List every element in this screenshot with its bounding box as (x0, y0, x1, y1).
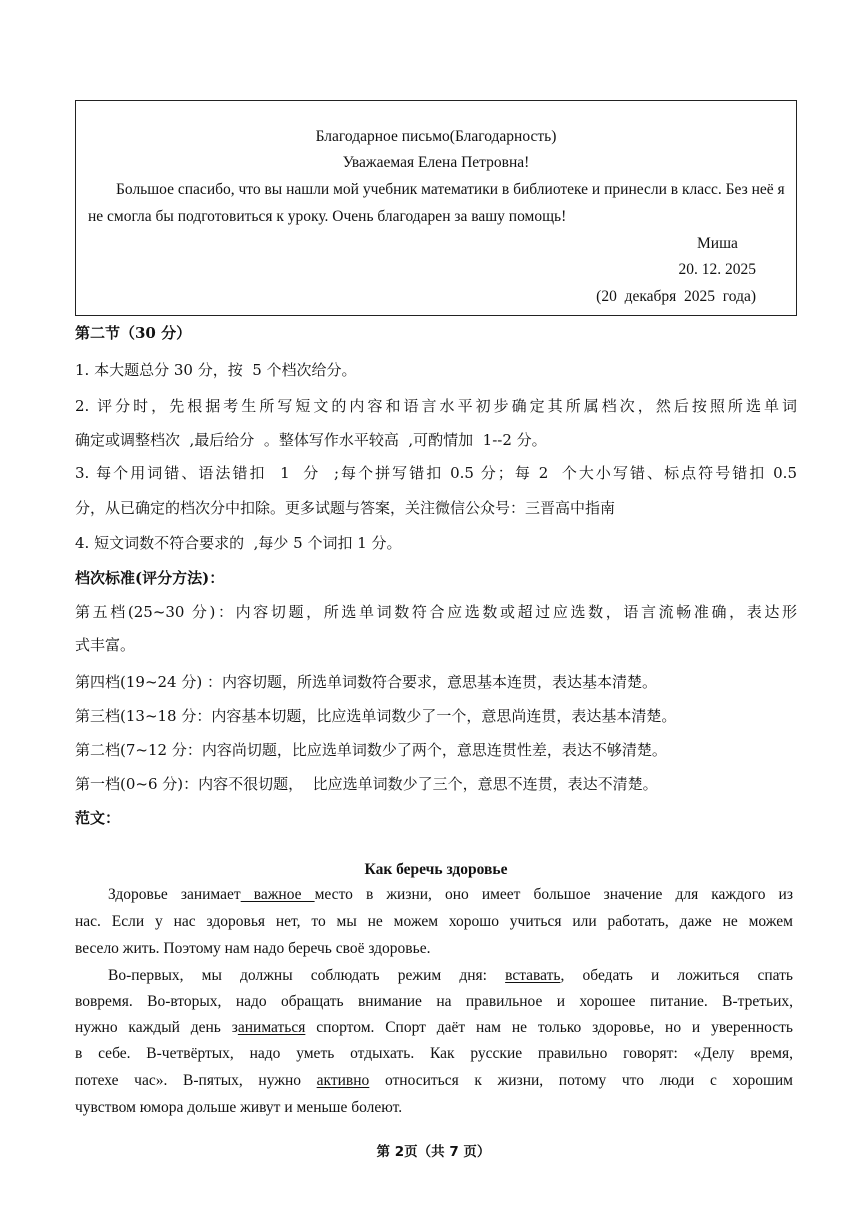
letter-greeting: Уважаемая Елена Петровна! (342, 154, 530, 171)
essay-line: в себе. В-четвёртых, надо уметь отдыхать. Как русские правильно говорят: «Делу время, (75, 1045, 793, 1062)
criteria-line: 第一档(0~6 分)：内容不很切题， 比应选单词数少了三个，意思不连贯，表达不清楚。 (75, 775, 658, 793)
sample-heading: 范文： (75, 809, 121, 827)
essay-text: спортом. Спорт даёт нам не только здоровье, но и уверенность (305, 1019, 794, 1036)
essay-text: потехе час». В-пятых, нужно (75, 1072, 317, 1089)
essay-line (75, 966, 793, 986)
essay-text: Во-первых, мы должны соблюдать режим дня: (108, 967, 506, 984)
rule-line: 确定或调整档次 ,最后给分 。整体写作水平较高 ,可酌情加 1--2 分。 (75, 431, 547, 449)
essay-text: Здоровье занимает (108, 886, 241, 903)
essay-line: весело жить. Поэтому нам надо беречь своё здоровье. (75, 940, 431, 957)
letter-body-line: Большое спасибо, что вы нашли мой учебник математики в библиотеке и принесли в класс. Без неё я (116, 181, 785, 198)
essay-text: место в жизни, оно имеет большое значение для каждого из (314, 886, 793, 903)
rule-line: 2. 评分时，先根据考生所写短文的内容和语言水平初步确定其所属档次，然后按照所选单词 (75, 397, 797, 415)
underlined-word: вставать (505, 967, 561, 984)
letter-signature: Миша (697, 235, 738, 252)
criteria-line: 第三档(13~18 分：内容基本切题，比应选单词数少了一个，意思尚连贯，表达基本清楚。 (75, 707, 677, 725)
criteria-line: 第五档(25~30 分)：内容切题，所选单词数符合应选数或超过应选数，语言流畅准确，表达形 (75, 603, 797, 621)
essay-line: чувством юмора дольше живут и меньше болеют. (75, 1099, 403, 1116)
underlined-word: важное (240, 886, 315, 903)
rule-line: 4. 短文词数不符合要求的 ,每少 5 个词扣 1 分。 (75, 534, 402, 552)
essay-line (75, 1018, 793, 1038)
essay-text: относиться к жизни, потому что люди с хорошим (369, 1072, 793, 1089)
section-heading: 第二节（30 分） (75, 324, 192, 342)
essay-line: нас. Если у нас здоровья нет, то мы не можем хорошо учиться или работать, даже не можем (75, 913, 793, 930)
rule-line: 分，从已确定的档次分中扣除。更多试题与答案，关注微信公众号：三晋高中指南 (75, 499, 616, 517)
essay-title: Как беречь здоровье (364, 861, 508, 878)
letter-body-line: не смогла бы подготовиться к уроку. Очень благодарен за вашу помощь! (88, 208, 567, 225)
criteria-line: 式丰富。 (75, 636, 136, 654)
letter-date: 20. 12. 2025 (678, 261, 756, 278)
criteria-heading: 档次标准(评分方法)： (75, 569, 225, 587)
criteria-line: 第二档(7~12 分：内容尚切题，比应选单词数少了两个，意思连贯性差，表达不够清楚。 (75, 741, 667, 759)
page-number: 第 2页（共 7 页） (376, 1144, 491, 1160)
essay-line (75, 1071, 793, 1091)
rule-line: 3. 每个用词错、语法错扣 1 分 ;每个拼写错扣 0.5 分；每 2 个大小写错、标点符号错扣 0.5 (75, 464, 797, 482)
essay-line: вовремя. Во-вторых, надо обращать внимание на правильное и хорошее питание. В-третьих, (75, 993, 793, 1010)
letter-title: Благодарное письмо(Благодарность) (315, 128, 557, 145)
letter-date-words: (20 декабря 2025 года) (596, 288, 756, 305)
underlined-word: аниматься (237, 1019, 306, 1036)
underlined-word: активно (316, 1072, 370, 1089)
essay-line (75, 885, 793, 905)
rule-line: 1. 本大题总分 30 分，按 5 个档次给分。 (75, 361, 357, 379)
essay-text: , обедать и ложиться спать (560, 967, 793, 984)
essay-text: нужно каждый день з (75, 1019, 238, 1036)
criteria-line: 第四档(19~24 分) ：内容切题，所选单词数符合要求，意思基本连贯，表达基本清楚。 (75, 673, 657, 691)
